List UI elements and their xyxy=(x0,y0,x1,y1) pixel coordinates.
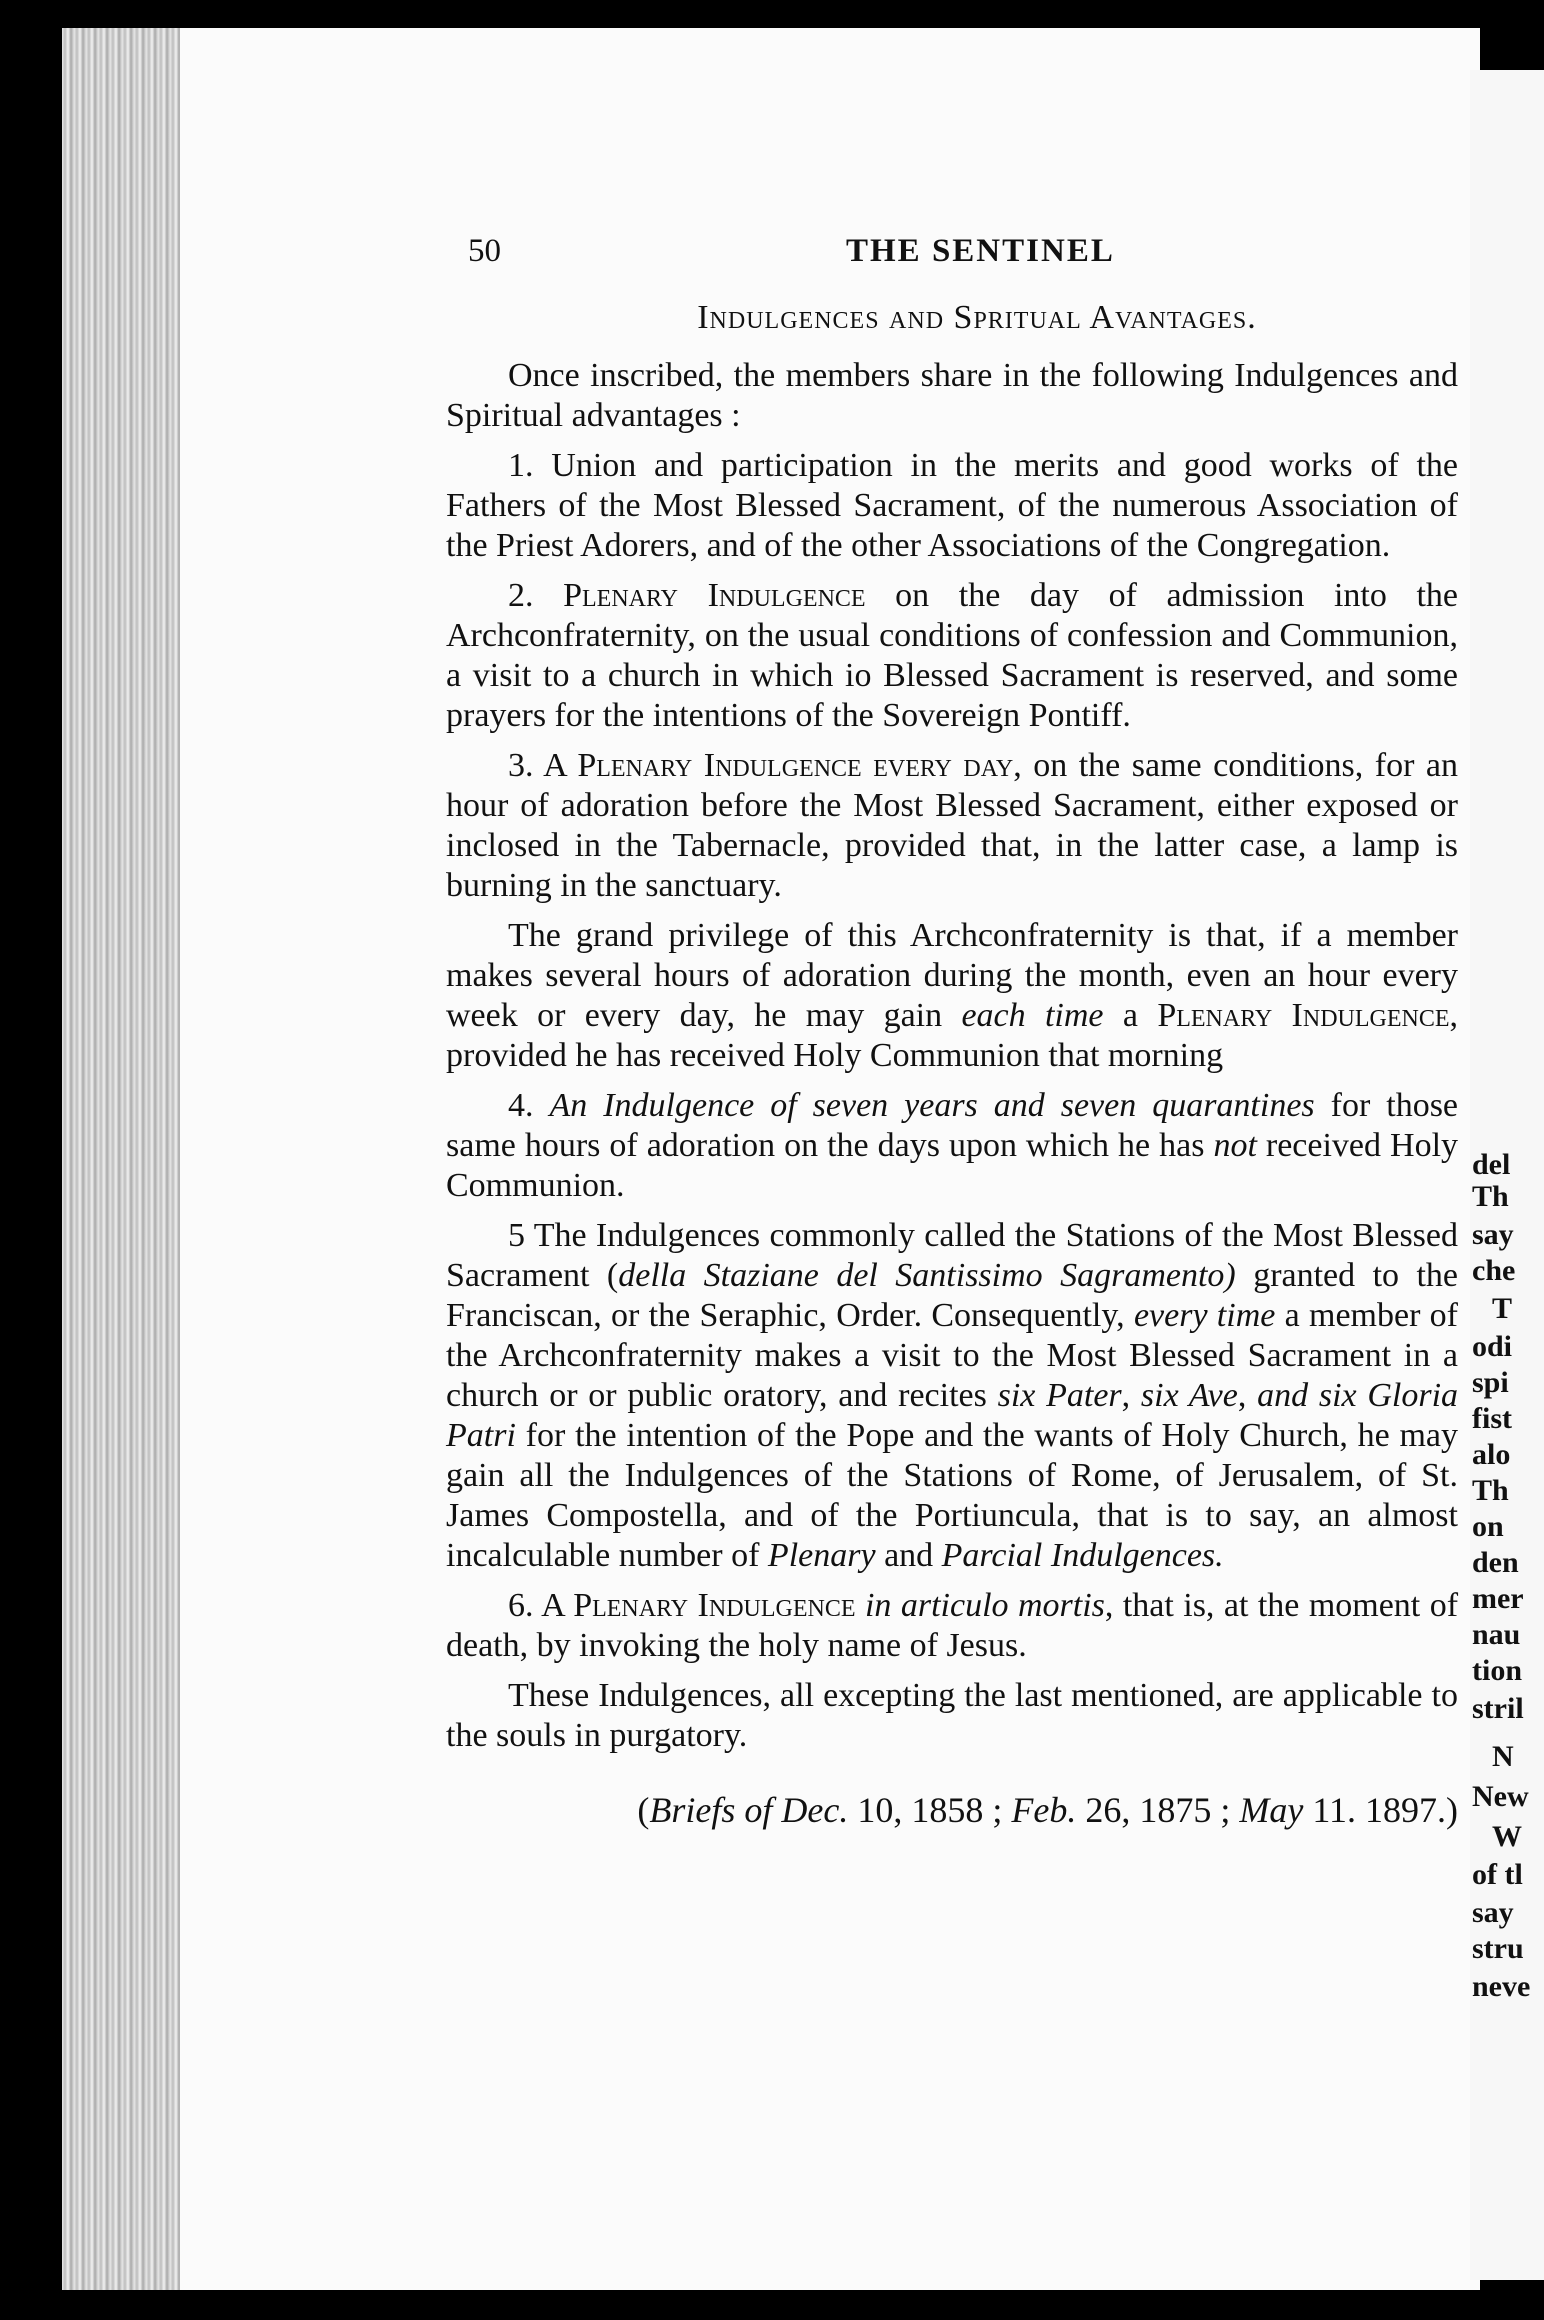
facing-line: say xyxy=(1472,1218,1514,1251)
citation-paren: ( xyxy=(637,1790,650,1830)
italic-phrase: in articulo mortis xyxy=(864,1587,1105,1624)
facing-line: mer xyxy=(1472,1582,1524,1615)
italic-phrase: An Indulgence of seven years and seven quarantines xyxy=(549,1087,1315,1124)
item-text: 5 The Indulgences commonly called the Stations of the Most Blessed Sacrament ( xyxy=(446,1217,1458,1294)
intro-paragraph: Once inscribed, the members share in the following Indulgences and Spiritual advantages : xyxy=(446,357,1458,434)
item-number: 2. xyxy=(508,577,534,614)
facing-line: stru xyxy=(1472,1932,1524,1965)
item-2 xyxy=(446,576,1458,736)
facing-line: Th xyxy=(1472,1474,1509,1507)
item-text: , xyxy=(1121,1377,1131,1414)
facing-page-edge xyxy=(1470,70,1544,2280)
item-6 xyxy=(446,1586,1458,1666)
section-title: Indulgences and Spritual Avantages. xyxy=(697,299,1257,336)
item-text: , on the same conditions, for an hour of adoration before the Most Blessed Sacrament, either exposed or inclosed in the Tabernacle, provided that, in the latter case, a lamp is burning in the sanctuary. xyxy=(446,747,1459,904)
italic-phrase: every time xyxy=(1133,1297,1276,1334)
item-text: for those same hours of adoration on the days upon which he has xyxy=(446,1087,1459,1164)
item-text: for the intention of the Pope and the wants of Holy Church, he may gain all the Indulgences of the Stations of Rome, of Jerusalem, of St. James Compostella, and of the Portiuncula, that is to say, an almost incalculable number of xyxy=(446,1417,1458,1574)
citation-italic: May xyxy=(1239,1790,1304,1830)
facing-line: say xyxy=(1472,1896,1514,1929)
paragraph-text: a xyxy=(1122,997,1138,1034)
page-number: 50 xyxy=(468,233,501,269)
facing-line: stril xyxy=(1472,1692,1524,1725)
book-spine-edge xyxy=(62,28,182,2290)
facing-line: den xyxy=(1472,1546,1519,1579)
facing-line: neve xyxy=(1472,1970,1531,2003)
citation-text: 10, 1858 ; xyxy=(857,1790,1003,1830)
citation-italic: Feb. xyxy=(1011,1790,1077,1830)
facing-line: T xyxy=(1492,1292,1513,1325)
facing-line: New xyxy=(1472,1780,1529,1813)
facing-line: odi xyxy=(1472,1330,1513,1363)
citation-text: 26, 1875 ; xyxy=(1085,1790,1231,1830)
privilege-paragraph xyxy=(446,916,1458,1076)
italic-phrase: each time xyxy=(961,997,1104,1034)
plenary-indulgence-term: Plenary Indulgence xyxy=(1157,997,1450,1034)
citation-text: 11. 1897. xyxy=(1312,1790,1446,1830)
italic-phrase: six Ave xyxy=(1140,1377,1238,1414)
item-text: and xyxy=(884,1537,934,1574)
facing-line: spi xyxy=(1472,1366,1509,1399)
item-1: 1. Union and participation in the merits and good works of the Fathers of the Most Blessed Sacrament, of the numerous Association of the Priest Adorers, and of the other Associations of the Congregation. xyxy=(446,447,1458,564)
facing-line: che xyxy=(1472,1254,1516,1287)
facing-line: Th xyxy=(1472,1180,1509,1213)
page-body xyxy=(446,298,1458,1840)
italic-phrase: Plenary xyxy=(767,1537,876,1574)
citation-paren: ) xyxy=(1446,1790,1458,1830)
facing-line: W xyxy=(1492,1820,1522,1853)
facing-line: alo xyxy=(1472,1438,1511,1471)
italic-phrase: and six Gloria Patri xyxy=(446,1377,1459,1454)
running-title: THE SENTINEL xyxy=(846,233,1115,269)
italic-phrase: not xyxy=(1213,1127,1257,1164)
facing-line: on xyxy=(1472,1510,1504,1543)
facing-line: fist xyxy=(1472,1402,1512,1435)
item-5 xyxy=(446,1216,1458,1576)
plenary-indulgence-term: Plenary Indulgence xyxy=(563,577,866,614)
paragraph-text: , provided he has received Holy Communion that morning xyxy=(446,997,1459,1074)
item-text: a member of the Archconfraternity makes a visit to the Most Blessed Sacrament in a church or or public oratory, and recites xyxy=(446,1297,1459,1414)
italic-phrase: della Staziane del Santissimo Sagramento) xyxy=(618,1257,1236,1294)
item-4 xyxy=(446,1086,1458,1206)
plenary-indulgence-term: Plenary Indulgence xyxy=(573,1587,856,1624)
facing-line: nau xyxy=(1472,1618,1521,1651)
item-3 xyxy=(446,746,1458,906)
facing-line: tion xyxy=(1472,1654,1523,1687)
italic-phrase: six Pater xyxy=(997,1377,1122,1414)
plenary-indulgence-term: Plenary Indulgence every day xyxy=(577,747,1014,784)
item-text: , that is, at the moment of death, by invoking the holy name of Jesus. xyxy=(446,1587,1459,1664)
item-text: , xyxy=(1237,1377,1247,1414)
italic-phrase: Parcial Indulgences. xyxy=(941,1537,1224,1574)
item-number: 6. A xyxy=(508,1587,564,1624)
briefs-citation xyxy=(446,1790,1458,1830)
item-text: received Holy Communion. xyxy=(446,1127,1459,1204)
citation-italic: Briefs of Dec. xyxy=(649,1790,849,1830)
applicable-paragraph: These Indulgences, all excepting the last mentioned, are applicable to the souls in purgatory. xyxy=(446,1677,1458,1754)
paragraph-text: The grand privilege of this Archconfraternity is that, if a member makes several hours of adoration during the month, even an hour every week or every day, he may gain xyxy=(446,917,1458,1034)
facing-line: of tl xyxy=(1472,1858,1523,1891)
item-number: 3. A xyxy=(508,747,566,784)
item-text: on the day of admission into the Archconfraternity, on the usual conditions of confession and Communion, a visit to a church in which io Blessed Sacrament is reserved, and some prayers for the intentions of the Sovereign Pontiff. xyxy=(446,577,1458,734)
facing-line: N xyxy=(1492,1740,1514,1773)
item-number: 4. xyxy=(508,1087,534,1124)
item-text: granted to the Franciscan, or the Seraphic, Order. Consequently, xyxy=(446,1257,1458,1334)
facing-line: del xyxy=(1472,1148,1511,1181)
